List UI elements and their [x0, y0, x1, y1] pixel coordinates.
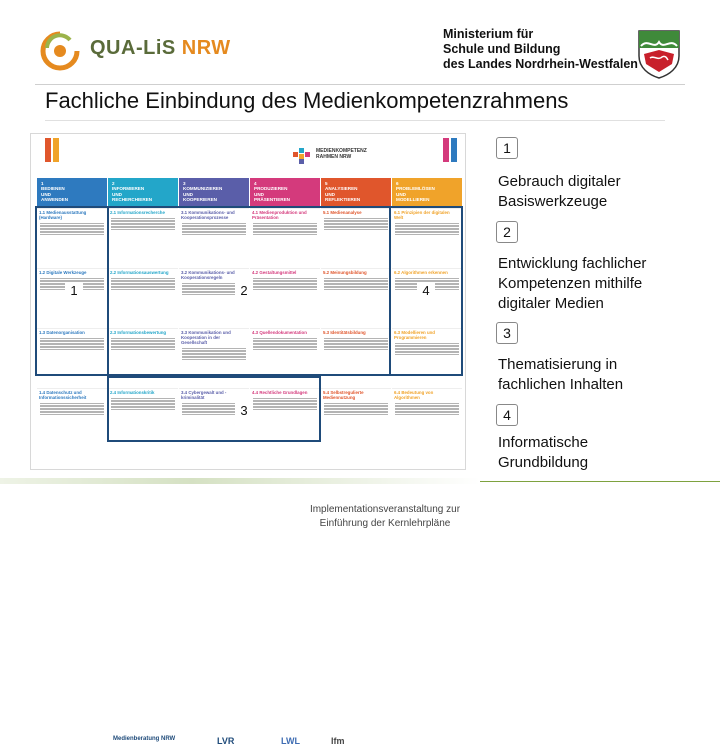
column-number: 4	[254, 181, 257, 186]
column-header	[321, 178, 391, 206]
legend-text-1	[498, 172, 621, 212]
nrw-crest-icon	[636, 28, 682, 80]
cell-title: 6.2 Algorithmen erkennen	[394, 270, 448, 275]
column-label: KOOPERIEREN	[183, 197, 217, 203]
footer-band	[0, 478, 480, 484]
legend-line: Thematisierung in	[498, 356, 618, 373]
cell-title: 6.3 Modellieren und Programmieren	[394, 330, 435, 340]
marker-1: 1	[65, 282, 83, 300]
legend-line: fachlichen Inhalten	[498, 376, 624, 393]
marker-4: 4	[417, 282, 435, 300]
column-label: RECHERCHIEREN	[112, 197, 153, 203]
column-header	[108, 178, 178, 206]
cell-title: 2.4 Informationskritik	[110, 390, 155, 395]
ministry-line: Schule und Bildung	[443, 42, 561, 56]
legend-line: Entwicklung fachlicher	[498, 255, 647, 272]
cell-title: 3.1 Kommunikations- und Kooperationsprozesse	[181, 210, 235, 220]
column-label: MODELLIEREN	[396, 197, 430, 203]
column-label: KOMMUNIZIEREN	[183, 186, 223, 192]
cell-title: 1.3 Datenorganisation	[39, 330, 85, 335]
cell-title: 4.1 Medienproduktion und Präsentation	[252, 210, 307, 220]
cell-title: 4.3 Quellendokumentation	[252, 330, 307, 335]
cell-title: 1.2 Digitale Werkzeuge	[39, 270, 87, 275]
ministry-line: des Landes Nordrhein-Westfalen	[443, 57, 638, 71]
footer-logo-medienberatung: Medienberatung NRW	[113, 736, 176, 742]
column-header	[37, 178, 107, 206]
poster-heading	[316, 148, 406, 160]
column-label: UND	[254, 191, 264, 197]
cell-title: 4.2 Gestaltungsmittel	[252, 270, 297, 275]
column-label: BEDIENEN	[41, 186, 65, 192]
column-label: PRODUZIEREN	[254, 186, 288, 192]
column-label: UND	[41, 191, 51, 197]
footer-caption-line: Implementationsveranstaltung zur	[309, 504, 461, 515]
legend-number-4: 4	[496, 404, 518, 426]
qualis-ring-icon	[38, 30, 82, 70]
cell-title: 1.1 Medienausstattung (Hardware)	[39, 210, 87, 220]
cell-title: 5.3 Identitätsbildung	[323, 330, 366, 335]
column-label: ANALYSIEREN	[325, 186, 358, 192]
cell-title: 5.2 Meinungsbildung	[323, 270, 367, 275]
cell-title: 1.4 Datenschutz und Informationssicherheit	[39, 390, 87, 400]
legend-number-2: 2	[496, 221, 518, 243]
marker-2: 2	[235, 282, 253, 300]
cell-title: 5.1 Medienanalyse	[323, 210, 362, 215]
footer-logo-lfm: lfm	[331, 736, 345, 746]
column-header	[250, 178, 320, 206]
cell-title: 3.3 Kommunikation und Kooperation in der Gesellschaft	[181, 330, 231, 345]
legend-text-2	[498, 254, 646, 314]
legend-line: Kompetenzen mithilfe	[498, 275, 643, 292]
poster-decoration	[443, 138, 449, 162]
column-label: UND	[396, 191, 406, 197]
poster-decoration	[45, 138, 51, 162]
column-label: UND	[112, 191, 122, 197]
column-header	[392, 178, 462, 206]
header-divider	[35, 84, 685, 85]
column-label: UND	[183, 191, 193, 197]
column-number: 1	[41, 181, 44, 186]
column-number: 2	[112, 181, 115, 186]
column-number: 3	[183, 181, 186, 186]
column-label: PROBLEMLÖSEN	[396, 186, 435, 192]
ministry-line: Ministerium für	[443, 27, 534, 41]
cell-title: 4.4 Rechtliche Grundlagen	[252, 390, 308, 395]
cell-title: 6.1 Prinzipien der digitalen Welt	[394, 210, 450, 220]
column-label: PRÄSENTIEREN	[254, 197, 290, 203]
legend-line: Informatische	[498, 434, 589, 451]
cell-title: 5.4 Selbstregulierte Mediennutzung	[323, 390, 364, 400]
footer-logo-lvr: LVR	[217, 736, 235, 746]
column-label: INFORMIEREN	[112, 186, 145, 192]
poster-decoration	[451, 138, 457, 162]
column-label: ANWENDEN	[41, 197, 69, 203]
column-label: REFLEKTIEREN	[325, 197, 361, 203]
legend-line: Basiswerkzeuge	[498, 193, 608, 210]
cell-title: 2.1 Informationsrecherche	[110, 210, 165, 215]
ministry-name	[443, 27, 638, 72]
footer-caption	[260, 503, 510, 531]
column-label: UND	[325, 191, 335, 197]
column-number: 6	[396, 181, 399, 186]
cell-title: 3.4 Cybergewalt und -kriminalität	[181, 390, 227, 400]
legend-number-3: 3	[496, 322, 518, 344]
cell-title: 6.4 Bedeutung von Algorithmen	[394, 390, 434, 400]
qualis-logo	[38, 28, 238, 72]
footer-logo-lwl: LWL	[281, 736, 300, 746]
title-divider	[45, 120, 665, 121]
footer-divider	[480, 481, 720, 482]
slide-title: Fachliche Einbindung des Medienkompetenzrahmens	[45, 88, 569, 113]
legend-line: Grundbildung	[498, 454, 589, 471]
logo-text-b: NRW	[181, 37, 231, 59]
legend-line: digitaler Medien	[498, 295, 604, 312]
poster-heading-line: MEDIENKOMPETENZ	[316, 148, 367, 154]
legend-text-4	[498, 433, 588, 473]
marker-3: 3	[235, 402, 253, 420]
cell-title: 2.2 Informationsauswertung	[110, 270, 169, 275]
legend-text-3	[498, 355, 623, 395]
legend-number-1: 1	[496, 137, 518, 159]
footer-caption-line: Einführung der Kernlehrpläne	[319, 518, 451, 529]
cell-title: 2.3 Informationsbewertung	[110, 330, 167, 335]
column-number: 5	[325, 181, 328, 186]
cell-title: 3.2 Kommunikations- und Kooperationsregeln	[181, 270, 235, 280]
qualis-logo-text	[90, 37, 231, 60]
column-header	[179, 178, 249, 206]
legend-line: Gebrauch digitaler	[498, 173, 621, 190]
logo-text-a: QUA-LiS	[90, 37, 176, 59]
poster-decoration	[53, 138, 59, 162]
poster-heading-line: RAHMEN NRW	[316, 154, 352, 160]
poster-logo-icon	[293, 148, 311, 164]
